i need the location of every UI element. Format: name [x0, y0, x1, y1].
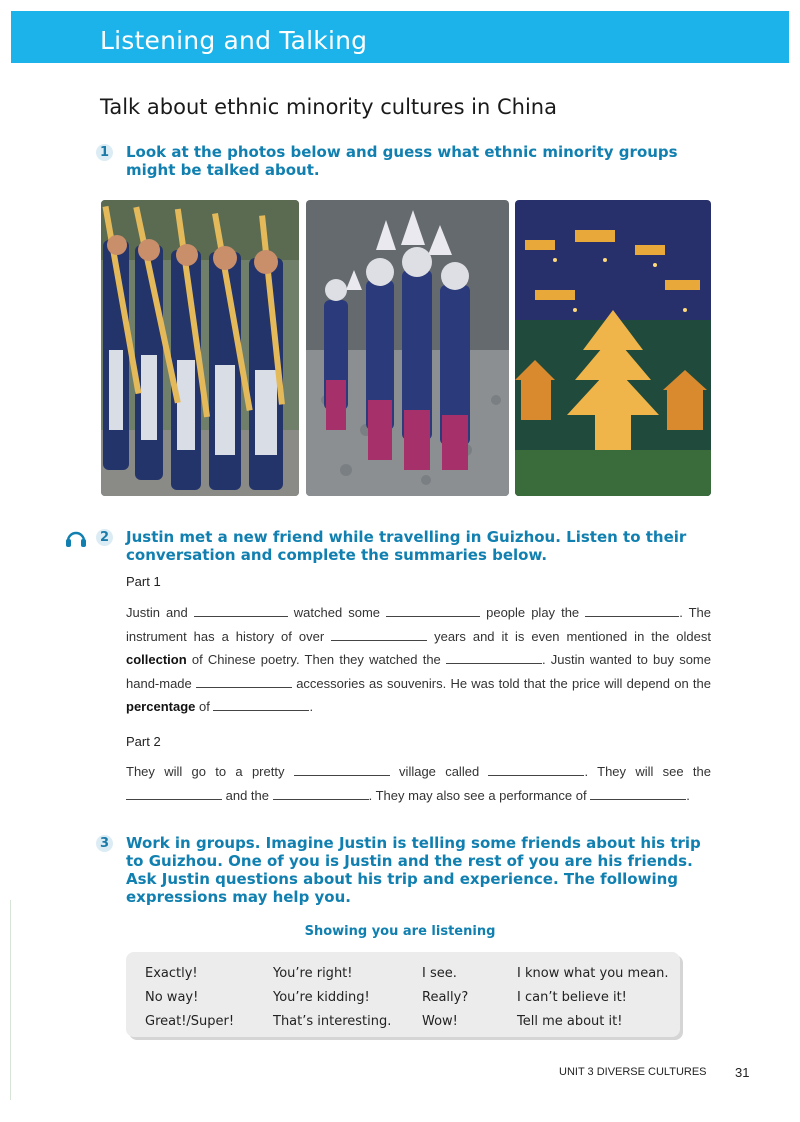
summary-text: They will go to a pretty — [126, 764, 294, 779]
task-number: 3 — [96, 835, 113, 852]
part-2-summary — [126, 760, 711, 807]
part-1-label: Part 1 — [126, 574, 161, 589]
part-2-label: Part 2 — [126, 734, 161, 749]
answer-blank[interactable] — [590, 786, 686, 800]
section-title: Listening and Talking — [100, 26, 368, 55]
expressions-heading: Showing you are listening — [304, 924, 496, 939]
summary-text: . They will see the — [584, 764, 712, 779]
answer-blank[interactable] — [273, 786, 369, 800]
task-3 — [96, 834, 716, 910]
task-number: 1 — [96, 144, 113, 161]
summary-text: village called — [389, 764, 489, 779]
keyword: collection — [126, 652, 187, 667]
expression: No way! — [145, 990, 199, 1005]
part-1-summary — [126, 601, 711, 719]
margin-line — [10, 900, 11, 1100]
answer-blank[interactable] — [194, 603, 288, 617]
answer-blank[interactable] — [196, 674, 292, 688]
summary-text: and the — [222, 787, 273, 803]
summary-text: . They may also see a performance of — [368, 787, 591, 803]
expression: Great!/Super! — [145, 1014, 235, 1029]
summary-text: Justin and — [126, 605, 194, 620]
expression: Wow! — [422, 1014, 458, 1029]
summary-text: people play the — [480, 605, 586, 620]
summary-text: of Chinese poetry. Then they watched the — [186, 652, 446, 667]
summary-text: accessories as souvenirs. He was told that the price will depend on the — [291, 675, 711, 691]
drum-tower-village-night-photo — [515, 200, 711, 496]
photo-strip — [101, 200, 711, 496]
keyword: percentage — [126, 699, 196, 714]
expression: That’s interesting. — [273, 1014, 392, 1029]
answer-blank[interactable] — [386, 603, 480, 617]
task-instruction: Look at the photos below and guess what ethnic minority groups might be talked about. — [126, 143, 678, 179]
answer-blank[interactable] — [331, 627, 427, 641]
header-bar — [11, 11, 789, 63]
expression: I can’t believe it! — [517, 990, 627, 1005]
answer-blank[interactable] — [446, 650, 542, 664]
expression: You’re right! — [273, 966, 353, 981]
expressions-box — [126, 952, 680, 1037]
summary-text: . Justin wanted to buy some hand-made — [126, 652, 711, 691]
answer-blank[interactable] — [126, 786, 222, 800]
answer-blank[interactable] — [213, 697, 309, 711]
task-instruction: Work in groups. Imagine Justin is telling some friends about his trip to Guizhou. One of you is Justin and the rest of you are his friends. Ask Justin questions about his trip and experience. The following expressions may help you. — [126, 834, 701, 906]
expression: You’re kidding! — [273, 990, 370, 1005]
answer-blank[interactable] — [294, 762, 390, 776]
summary-text: years and it is even mentioned in the oldest — [427, 628, 711, 644]
task-number: 2 — [96, 529, 113, 546]
summary-text: . — [309, 699, 314, 714]
answer-blank[interactable] — [488, 762, 584, 776]
expression: Tell me about it! — [517, 1014, 623, 1029]
task-2 — [96, 528, 716, 568]
expression: Exactly! — [145, 966, 198, 981]
footer-unit-label: UNIT 3 DIVERSE CULTURES — [559, 1066, 707, 1078]
headphones-icon[interactable] — [65, 528, 87, 548]
lesson-title: Talk about ethnic minority cultures in China — [100, 95, 557, 119]
task-instruction: Justin met a new friend while travelling in Guizhou. Listen to their conversation and complete the summaries below. — [126, 528, 687, 564]
summary-text: of — [195, 699, 214, 714]
expression: I know what you mean. — [517, 966, 669, 981]
summary-text: . — [686, 787, 690, 803]
page-number: 31 — [735, 1065, 750, 1080]
task-1 — [96, 143, 716, 183]
miao-women-silver-headdress-photo — [306, 200, 509, 496]
musicians-lusheng-photo — [101, 200, 299, 496]
summary-text: watched some — [287, 605, 387, 620]
expression: Really? — [422, 990, 469, 1005]
summary-text: . The instrument has a history of over — [126, 605, 712, 644]
answer-blank[interactable] — [585, 603, 679, 617]
expression: I see. — [422, 966, 457, 981]
